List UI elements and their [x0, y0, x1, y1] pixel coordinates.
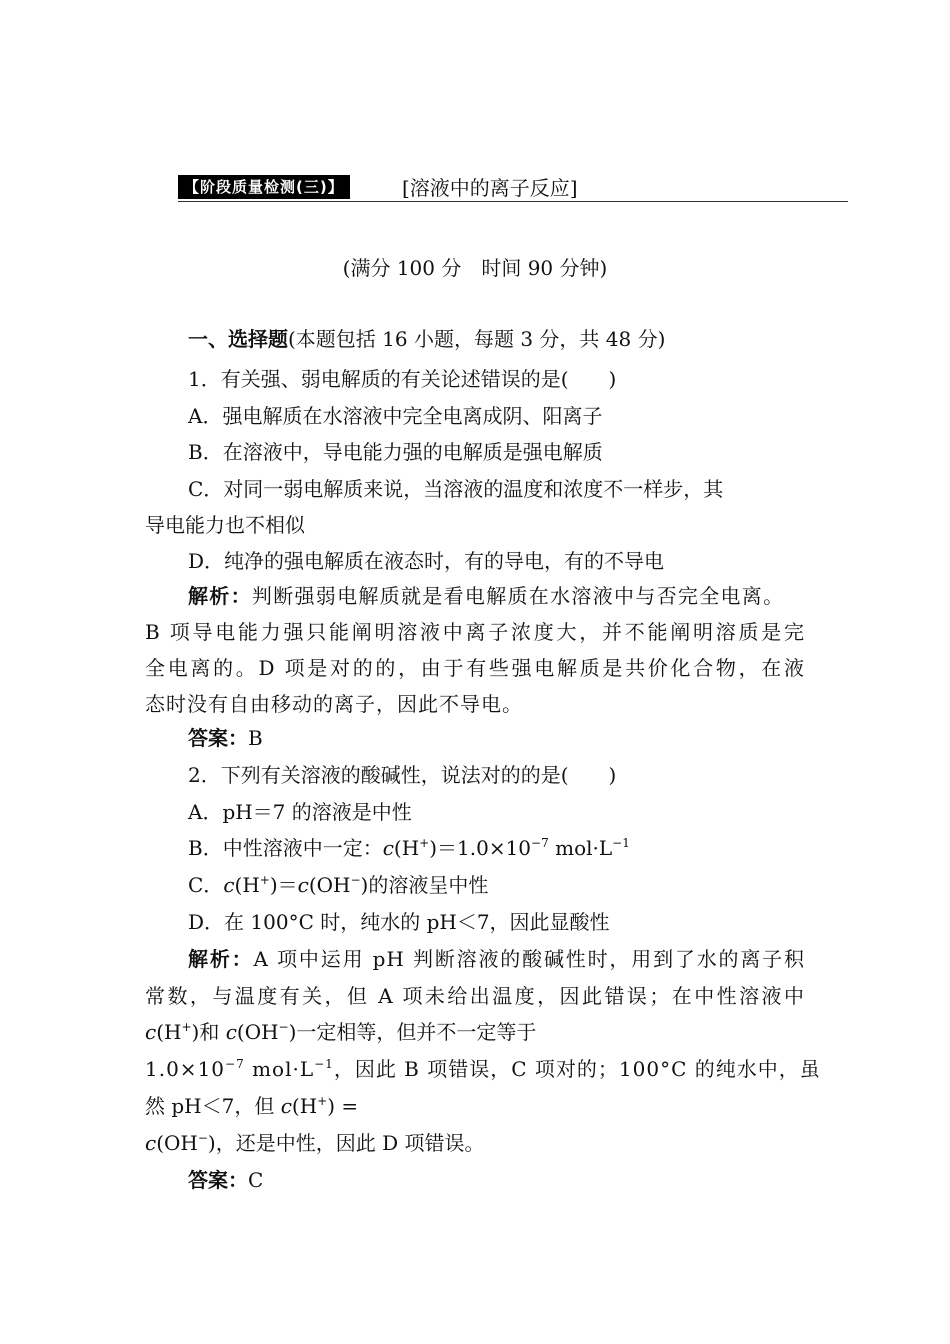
q1-stem: 1．有关强、弱电解质的有关论述错误的是( )	[188, 367, 617, 391]
header-divider	[178, 201, 848, 202]
q2-analysis-line5: 然 pH＜7，但 c(H+) =	[145, 1094, 359, 1118]
q2-analysis-line2: 常数，与温度有关，但 A 项未给出温度，因此错误；在中性溶液中	[145, 984, 805, 1008]
q2-analysis: 解析：A 项中运用 pH 判断溶液的酸碱性时，用到了水的离子积	[188, 947, 806, 971]
score-time-line: (满分 100 分 时间 90 分钟)	[342, 256, 608, 280]
topic-title: [溶液中的离子反应]	[402, 176, 578, 200]
section-heading: 一、选择题(本题包括 16 小题，每题 3 分，共 48 分)	[188, 327, 666, 351]
q2-analysis-line3: c(H+)和 c(OH−)一定相等，但并不一定等于	[145, 1020, 537, 1044]
q2-option-c: C．c(H+)＝c(OH−)的溶液呈中性	[188, 873, 489, 897]
q2-analysis-line6: c(OH−)，还是中性，因此 D 项错误。	[145, 1131, 485, 1155]
q2-option-d: D．在 100°C 时，纯水的 pH＜7，因此显酸性	[188, 910, 610, 934]
q2-analysis-line4: $1.0\times 10^{-7}$ $mol\cdot L^{-1}$，因此 B 项错误，C 项对的；100°C 的纯水中，虽	[145, 1057, 821, 1081]
section-header	[178, 170, 848, 200]
q1-option-c: C．对同一弱电解质来说，当溶液的温度和浓度不一样步，其	[188, 477, 724, 501]
q1-analysis-line2: B 项导电能力强只能阐明溶液中离子浓度大，并不能阐明溶质是完	[145, 620, 805, 644]
q2-stem: 2．下列有关溶液的酸碱性，说法对的的是( )	[188, 763, 617, 787]
q1-analysis-line4: 态时没有自由移动的离子，因此不导电。	[145, 692, 523, 716]
q1-analysis: 解析：判断强弱电解质就是看电解质在水溶液中与否完全电离。	[188, 584, 785, 608]
q1-option-c-cont: 导电能力也不相似	[145, 513, 305, 537]
q1-analysis-line3: 全电离的。D 项是对的的，由于有些强电解质是共价化合物，在液	[145, 656, 805, 680]
q2-option-a: A．pH＝7 的溶液是中性	[188, 800, 412, 824]
q1-option-a: A．强电解质在水溶液中完全电离成阴、阳离子	[188, 404, 603, 428]
q1-option-b: B．在溶液中，导电能力强的电解质是强电解质	[188, 440, 603, 464]
q2-option-b: B．中性溶液中一定：$c(H^+)=1.0\times 10^{-7}$ $mol\cdot L^{-1}$	[188, 836, 630, 860]
q2-answer: 答案：C	[188, 1168, 264, 1192]
q1-option-d: D．纯净的强电解质在液态时，有的导电，有的不导电	[188, 549, 665, 573]
test-badge: 【阶段质量检测(三)】	[178, 175, 350, 199]
q1-answer: 答案：B	[188, 726, 263, 750]
